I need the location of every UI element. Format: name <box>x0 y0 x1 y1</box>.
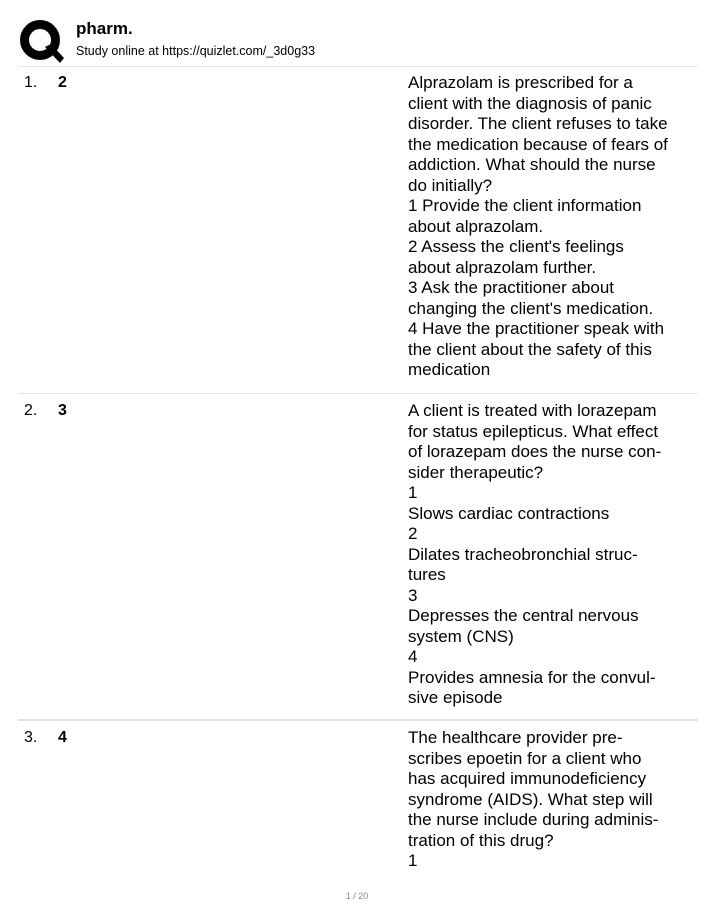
card-answer: 4 <box>58 729 67 746</box>
card-number: 1. <box>24 74 38 91</box>
divider <box>18 66 698 67</box>
quizlet-logo <box>18 18 64 64</box>
divider <box>18 719 698 721</box>
page-header <box>18 18 698 66</box>
study-link[interactable]: Study online at https://quizlet.com/_3d0g33 <box>76 44 316 58</box>
set-title: pharm. <box>76 19 133 38</box>
card-answer: 3 <box>58 402 67 419</box>
page-number: 1 / 20 <box>345 891 369 901</box>
card-question: Alprazolam is prescribed for a client with the diagnosis of panic disorder. The client refuses to take the medication because of fears of addiction. What should the nurse do initially? 1 Provide the client information about alprazolam. 2 Assess the client's feelings about alprazolam further. 3 Ask the practitioner about changing the client's medication. 4 Have the practitioner speak with the client about the safety of this medication <box>408 73 668 379</box>
card-number: 2. <box>24 402 38 419</box>
divider <box>18 393 698 394</box>
card-answer: 2 <box>58 74 67 91</box>
card-question: The healthcare provider pre- scribes epoetin for a client who has acquired immunodeficiency syndrome (AIDS). What step will the nurse include during adminis- tration of this drug? 1 <box>408 728 659 870</box>
card-question: A client is treated with lorazepam for status epilepticus. What effect of lorazepam does the nurse con- sider therapeutic? 1 Slows cardiac contractions 2 Dilates tracheobronchial struc- tures 3 Depresses the central nervous system (CNS) 4 Provides amnesia for the convul- sive episode <box>408 401 662 707</box>
card-number: 3. <box>24 729 38 746</box>
